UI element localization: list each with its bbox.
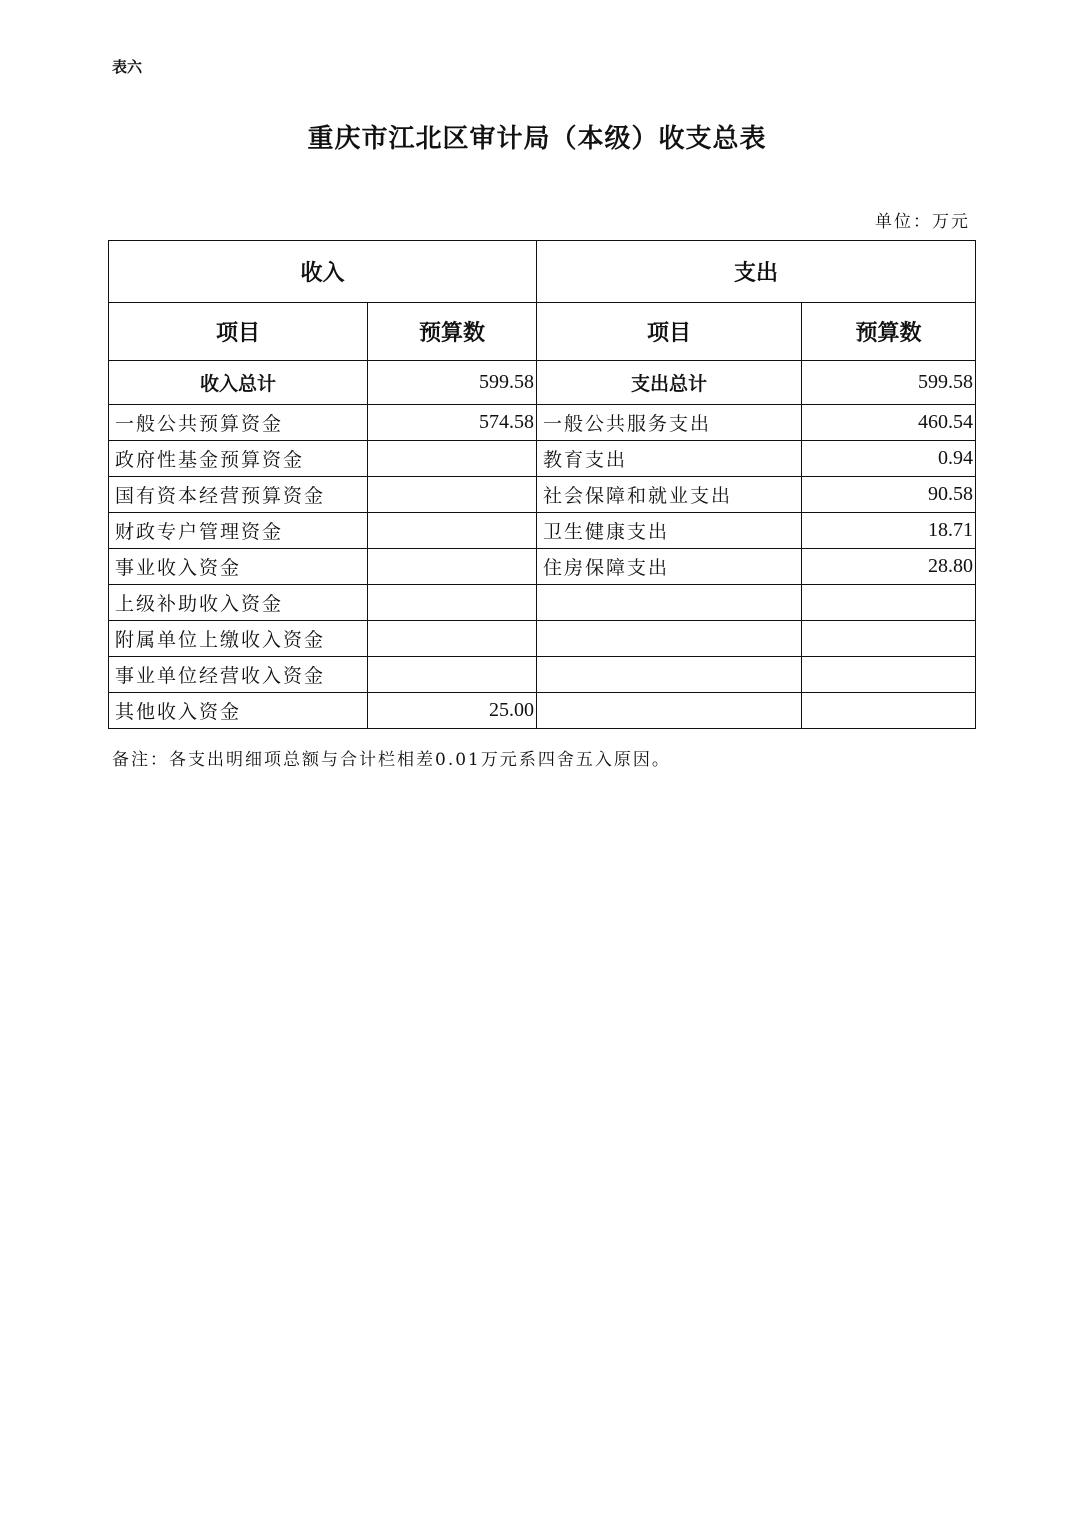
expense-item [537, 693, 802, 729]
income-total-value: 599.58 [368, 361, 537, 405]
income-value [368, 549, 537, 585]
expense-item: 一般公共服务支出 [537, 405, 802, 441]
income-item: 事业单位经营收入资金 [109, 657, 368, 693]
total-row [109, 361, 976, 405]
expense-item: 卫生健康支出 [537, 513, 802, 549]
section-header-row [109, 241, 976, 303]
income-value [368, 513, 537, 549]
expense-item: 教育支出 [537, 441, 802, 477]
expense-value: 28.80 [802, 549, 976, 585]
expense-section-header: 支出 [537, 241, 976, 303]
income-section-header: 收入 [109, 241, 537, 303]
expense-item [537, 657, 802, 693]
expense-value [802, 585, 976, 621]
expense-value [802, 621, 976, 657]
table-row [109, 513, 976, 549]
table-row [109, 549, 976, 585]
income-item-column-header: 项目 [109, 303, 368, 361]
income-item: 附属单位上缴收入资金 [109, 621, 368, 657]
expense-total-label: 支出总计 [537, 361, 802, 405]
income-item: 上级补助收入资金 [109, 585, 368, 621]
expense-value: 0.94 [802, 441, 976, 477]
income-value [368, 441, 537, 477]
income-value [368, 657, 537, 693]
expense-total-value: 599.58 [802, 361, 976, 405]
income-budget-column-header: 预算数 [368, 303, 537, 361]
income-value [368, 585, 537, 621]
income-item: 其他收入资金 [109, 693, 368, 729]
table-row [109, 477, 976, 513]
expense-value: 18.71 [802, 513, 976, 549]
income-value: 574.58 [368, 405, 537, 441]
expense-value [802, 657, 976, 693]
expense-item [537, 621, 802, 657]
expense-value: 90.58 [802, 477, 976, 513]
income-item: 一般公共预算资金 [109, 405, 368, 441]
table-row [109, 693, 976, 729]
income-item: 政府性基金预算资金 [109, 441, 368, 477]
income-value [368, 621, 537, 657]
expense-value [802, 693, 976, 729]
table-row [109, 585, 976, 621]
table-row [109, 621, 976, 657]
income-value: 25.00 [368, 693, 537, 729]
income-value [368, 477, 537, 513]
column-header-row [109, 303, 976, 361]
income-item: 国有资本经营预算资金 [109, 477, 368, 513]
table-row [109, 405, 976, 441]
expense-item [537, 585, 802, 621]
expense-item-column-header: 项目 [537, 303, 802, 361]
income-expense-summary-table [108, 240, 976, 729]
income-item: 事业收入资金 [109, 549, 368, 585]
expense-item: 社会保障和就业支出 [537, 477, 802, 513]
income-item: 财政专户管理资金 [109, 513, 368, 549]
income-total-label: 收入总计 [109, 361, 368, 405]
unit-label: 单位：万元 [875, 212, 970, 232]
table-row [109, 441, 976, 477]
expense-value: 460.54 [802, 405, 976, 441]
expense-budget-column-header: 预算数 [802, 303, 976, 361]
expense-item: 住房保障支出 [537, 549, 802, 585]
document-title: 重庆市江北区审计局（本级）收支总表 [307, 124, 767, 154]
footnote: 备注：各支出明细项总额与合计栏相差0.01万元系四舍五入原因。 [112, 750, 671, 770]
table-number-label: 表六 [112, 58, 143, 76]
table-row [109, 657, 976, 693]
